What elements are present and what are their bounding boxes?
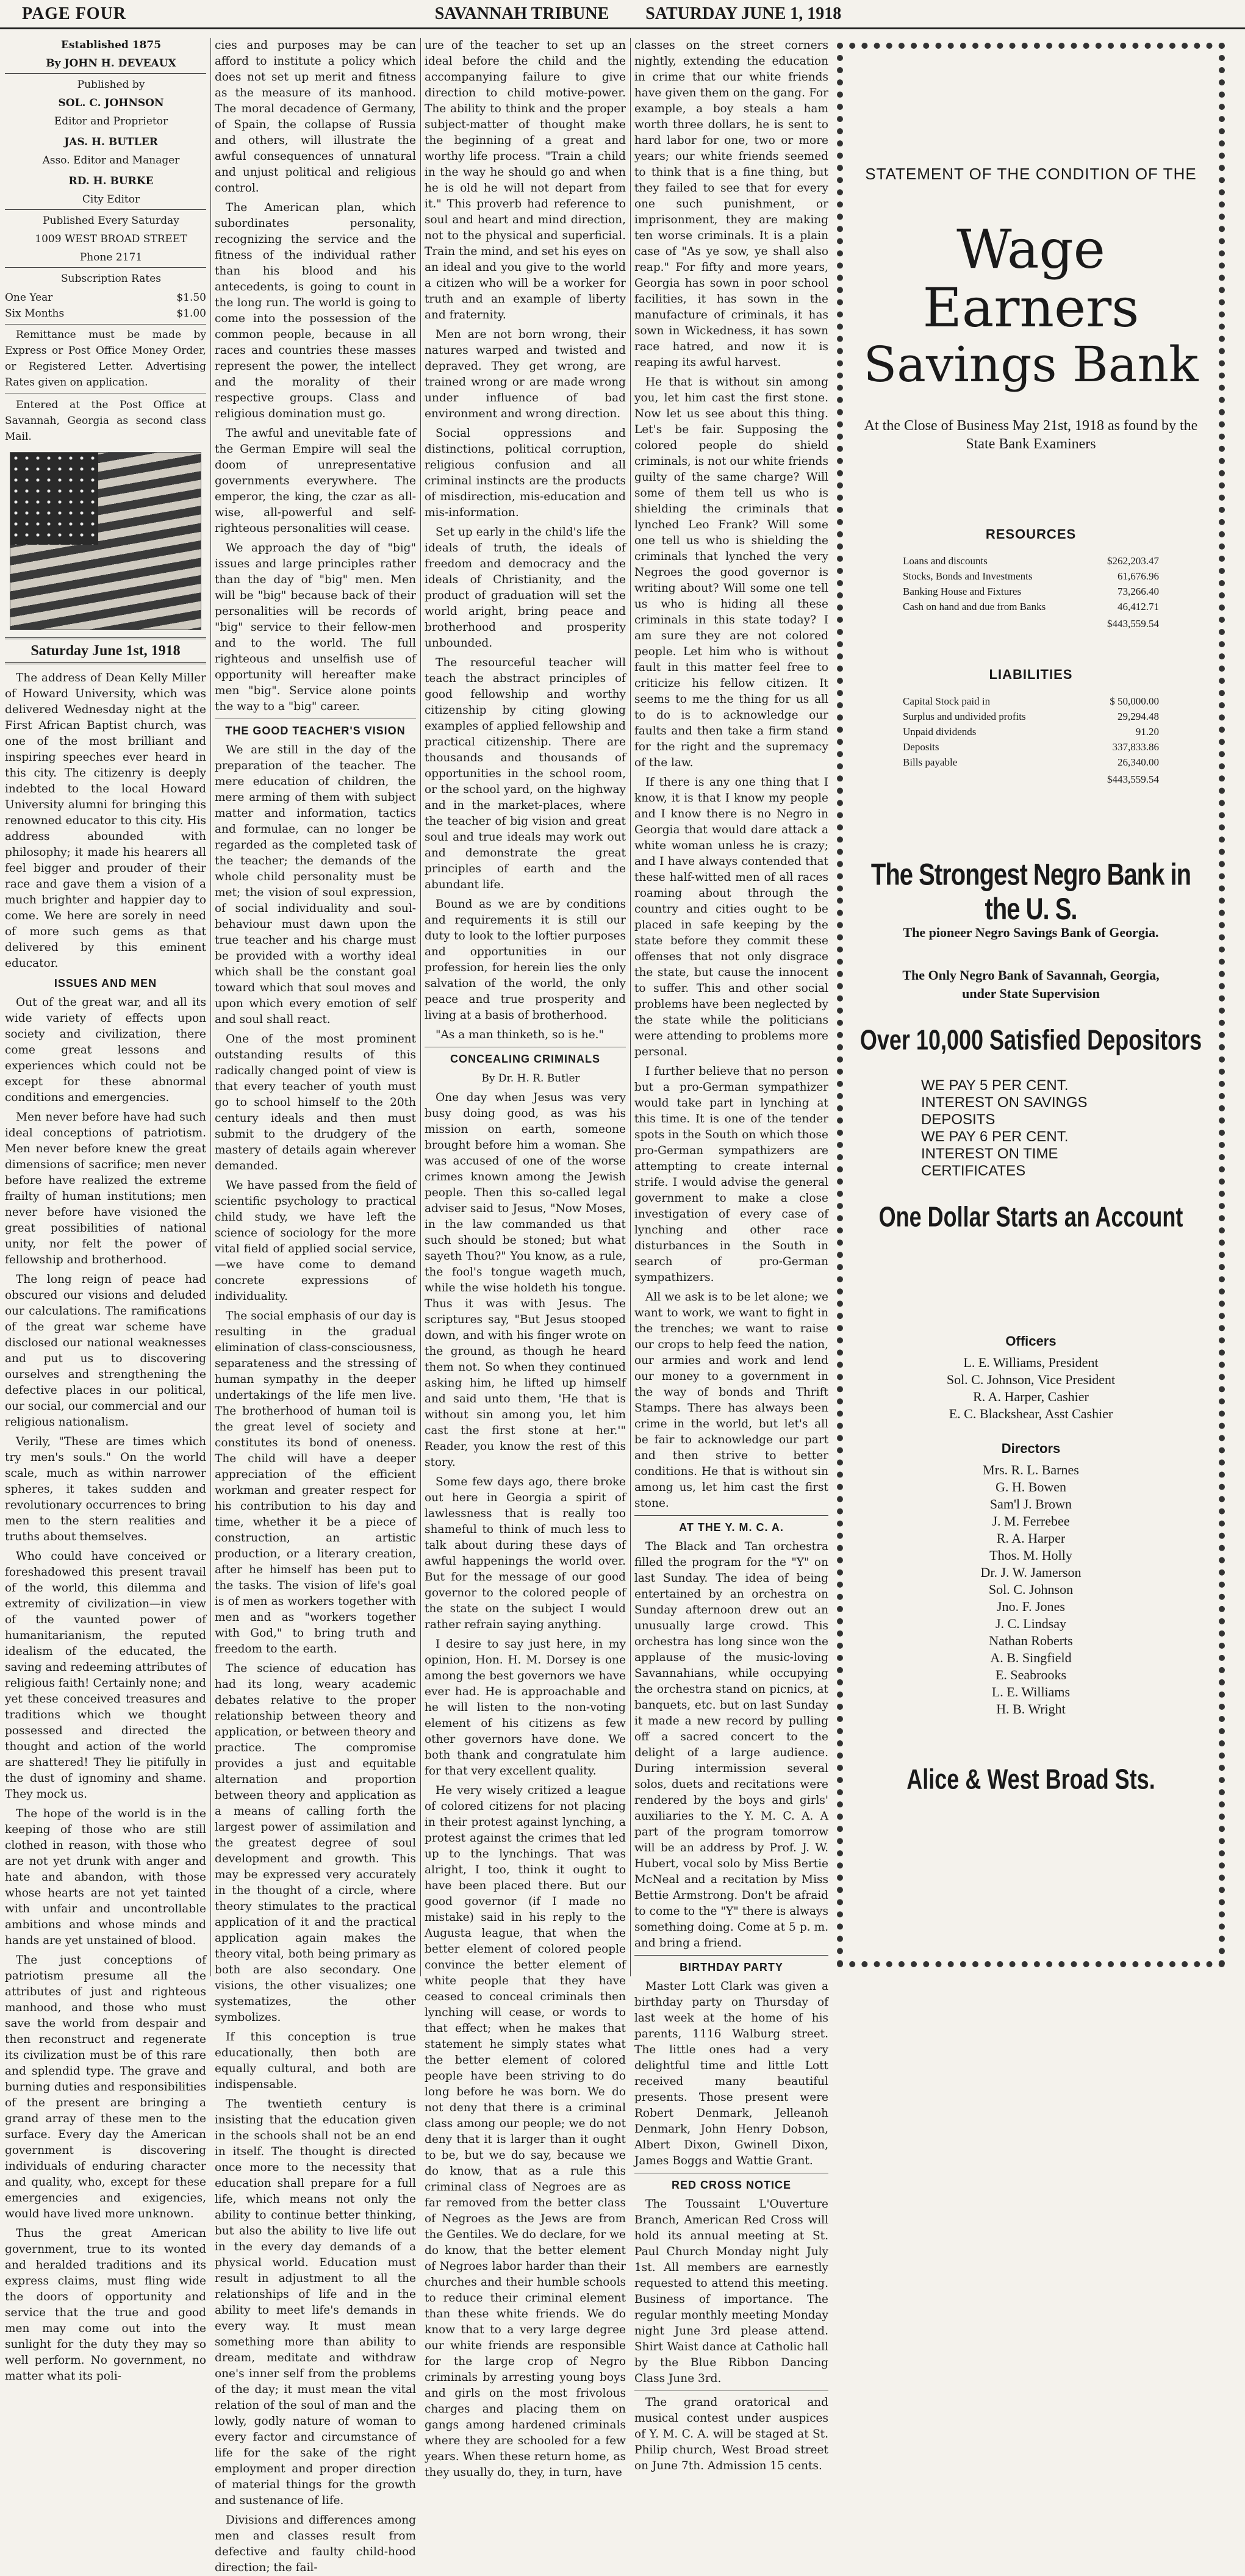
only-bank-line: The Only Negro Bank of Savannah, Georgia, under State Supervision [902, 967, 1160, 1001]
table-row: Banking House and Fixtures 73,266.40 [903, 586, 1159, 597]
liabilities-total: $443,559.54 [1107, 773, 1159, 785]
table-row: Loans and discounts $262,203.47 [903, 555, 1159, 567]
list-item: G. H. Bowen [995, 1479, 1067, 1494]
publisher-label: Published by [77, 79, 145, 91]
list-item: H. B. Wright [996, 1701, 1066, 1717]
list-item: Mrs. R. L. Barnes [983, 1462, 1079, 1477]
paragraph: Men are not born wrong, their natures warped and twisted and depraved. They get wrong, are trained wrong or are made wrong under influence of bad environment and wrong direction. [425, 328, 626, 420]
bank-name-line2: Savings Bank [863, 336, 1199, 393]
paragraph: cies and purposes may be can afford to institute a policy which does not set up merit and fitness as the measure of its manhood. The moral decadence of Germany, of Spain, the collapse of Russia and others, will illustrate the awful consequences of unnatural and unjust political and religious control. [215, 39, 416, 195]
paragraph: Set up early in the child's life the ideals of truth, the ideals of freedom and democracy and the ideals of Christianity, and the product of graduation will set the world aright, bring peace and brotherhood and prosperity unbounded. [425, 526, 626, 650]
strongest-bank-slogan: The Strongest Negro Bank in the U. S. [870, 858, 1191, 926]
paragraph: The social emphasis of our day is resulting in the gradual elimination of class-consciousness, separateness and the stressing of human sympathy in the deeper undertakings of the life men live. The brotherhood of human toil is the great level of society and constitutes its bond of oneness. The child will have a deeper appreciation of the efficient workman and greater respect for his contribution to his day and time, whether it be a piece of construction, an artistic production, or a literary creation, after he himself has been put to the tasks. The vision of life's goal is of men as workers together with men and as "workers together with God," to bring truth and freedom to the earth. [215, 1310, 416, 1656]
paragraph: The address of Dean Kelly Miller of Howard University, which was delivered Wednesday night at the First African Baptist church, was one of the most brilliant and inspiring speeches ever heard in this city. The citizenry is deeply indebted to the local Howard University alumni for bringing this renowned educator to this city. His address abounded with philosophy; it made his hearers all feel bigger and prouder of their race and gave them a vision of a much brighter and happier day to come. We here are sorely in need of more such gems as that delivered by this eminent educator. [5, 672, 206, 970]
list-item: R. A. Harper [996, 1530, 1066, 1546]
publish-schedule: Published Every Saturday [43, 215, 179, 227]
paragraph: "As a man thinketh, so is he." [436, 1028, 605, 1041]
byline: By Dr. H. R. Butler [481, 1072, 580, 1085]
directors-heading: Directors [1001, 1441, 1061, 1456]
list-item: L. E. Williams [991, 1684, 1071, 1699]
remittance-note: Remittance must be made by Express or Post Office Money Order, or Registered Letter. Advertising Rates given on application. [5, 327, 206, 393]
subscription-title: Subscription Rates [61, 273, 161, 285]
paragraph: The twentieth century is insisting that the education given in the schools shall not be an end in itself. The thought is directed once more to the necessity that education shall prepare for a full life, which means not only the ability to continue better thinking, but also the ability to live life out in the every day demands of a physical world. Education must result in adjustment to all the relationships of life and in the ability to meet life's demands in every way. It must mean something more than ability to dream, meditate and withdraw one's inner self from the problems of the day; it must mean the vital relation of the soul of man and the lowly, godly nature of woman to every factor and circumstance of life for the sake of the right employment and proper direction of material things for the growth and sustenance of life. [215, 2098, 416, 2507]
table-row: Stocks, Bonds and Investments 61,676.96 [903, 570, 1159, 582]
street-address: 1009 WEST BROAD STREET [35, 233, 187, 245]
paragraph: One of the most prominent outstanding results of this radically changed point of view is that every teacher of youth must go to school himself to the 20th century ideals and then must submit to the drudgery of the mastery of details again wherever demanded. [215, 1033, 416, 1172]
list-item: R. A. Harper, Cashier [973, 1389, 1089, 1404]
column-2 [215, 38, 416, 2574]
paragraph: classes on the street corners nightly, extending the education in crime that our white friends have given them on the gang. For example, a boy steals a ham worth three dollars, he is sent to hard labor for one, two or more years; our white friends seemed to think that is a fine thing, but they failed to see that for every one such punishment, or imprisonment, they are making ten worse criminals. It is a plain case of "As ye sow, ye shall also reap." For fifty and more years, Georgia has sown in poor school facilities, it has sown in the manufacture of criminals, it has sown in Wickedness, it has sown race hatred, and now it is reaping its awful harvest. [634, 39, 828, 369]
paragraph: Some few days ago, there broke out here in Georgia a spirit of lawlessness that is really too shameful to think of much less to talk about during these days of awful happenings the world over. But for the message of our good governor to the colored people of the state on the subject I would rather refrain saying anything. [425, 1476, 626, 1631]
paragraph: The just conceptions of patriotism presume all the attributes of just and righteous manhood, and those who must save the world from despair and then reconstruct and regenerate its civilization must be of this rare and splendid type. The grave and burning duties and responsibilities of the present are bringing a grand array of these men to the surface. Every day the American government is discovering individuals of enduring character and quality, who, except for these emergencies and exigencies, would have lived more unknown. [5, 1954, 206, 2220]
assoc-editor-name: JAS. H. BUTLER [64, 136, 158, 148]
table-row: Bills payable 26,340.00 [903, 756, 1159, 768]
paragraph: We are still in the day of the preparation of the teacher. The mere education of children, the mere arming of them with subject matter and information, tactics and formulae, can no longer be regarded as the completed task of the teacher; the demands of the whole child personality must be met; the vision of soul expression, of social individuality and soul-behaviour must dawn upon the true teacher and his charge must be provided with a worthy ideal which shall be the constant goal toward which that soul moves and upon which every emotion of self and soul shall react. [215, 744, 416, 1026]
paragraph: The science of education has had its long, weary academic debates relative to the proper relationship between theory and application, or between theory and practice. The compromise provides a just and equitable alternation and proportion between theory and application as a means of calling forth the largest power of assimilation and the greatest degree of soul development and growth. This may be expressed very accurately in the thought of a circle, where theory stimulates to the practical application of it and the practical application again makes the theory vital, both being primary as both are also secondary. One visions, the other visualizes; one systematizes, the other symbolizes. [215, 1662, 416, 2024]
publisher-role: Editor and Proprietor [54, 115, 168, 127]
list-item: Jno. F. Jones [997, 1599, 1065, 1614]
publisher-name: SOL. C. JOHNSON [58, 97, 164, 109]
one-dollar-slogan: One Dollar Starts an Account [878, 1200, 1183, 1233]
bank-advertisement [837, 43, 1225, 1967]
list-item: J. C. Lindsay [995, 1616, 1067, 1631]
paragraph: The Black and Tan orchestra filled the program for the "Y" on last Sunday. The idea of being entertained by an orchestra on Sunday afternoon drew out an unusually large crowd. This orchestra has long since won the applause of the music-loving Savannahians, while occupying the orchestra stand on picnics, at banquets, etc. but on last Sunday it made a new record by pulling off a sacred concert to the delight of a large audience. During intermission several solos, duets and recitations were rendered by the boys and girls' auxiliaries to the Y. M. C. A. A part of the program tomorrow will be an address by Prof. J. W. Hubert, vocal solo by Miss Bertie McNeal and a recitation by Miss Bettie Armstrong. Don't be afraid to come to the "Y" there is always something doing. Come at 5 p. m. and bring a friend. [634, 1540, 828, 1950]
paragraph: Out of the great war, and all its wide variety of effects upon society and civilization, there come great lessons and experiences which could not be except for these abnormal conditions and emergencies. [5, 996, 206, 1104]
list-item: E. C. Blackshear, Asst Cashier [949, 1406, 1113, 1421]
table-row: Capital Stock paid in $ 50,000.00 [903, 695, 1159, 707]
paragraph: We approach the day of "big" issues and large principles rather than the day of "big" men. Men will be "big" because back of their personalities will be records of "big" service to their fellow-men and to the world. The full righteous and unselfish use of opportunity will hereafter make men "big". Service alone points the way to a "big" career. [215, 542, 416, 713]
pioneer-line: The pioneer Negro Savings Bank of Georgia. [903, 925, 1159, 940]
liabilities-heading: LIABILITIES [989, 667, 1073, 682]
list-item: Thos. M. Holly [989, 1548, 1072, 1563]
paragraph: Master Lott Clark was given a birthday party on Thursday of last week at the home of his parents, 1116 Walburg street. The little ones had a very delightful time and little Lott received many beautiful presents. Those present were Robert Denmark, Jelleanoh Denmark, John Henry Dobson, Albert Dixon, Gwinell Dixon, James Boggs and Wattie Grant. [634, 1980, 828, 2167]
column-1 [5, 38, 206, 2383]
paragraph: One day when Jesus was very busy doing good, as was his mission on earth, someone brought before him a woman. She was accused of one of the worse crimes known among the Jewish people. Then this so-called legal adviser said to Jesus, "Now Moses, in the law commanded us that such should be stoned; but what sayeth Thou?" You know, as a rule, the fool's tongue wageth much, while the wise holdeth his tongue. Thus it was with Jesus. The scriptures say, "But Jesus stooped down, and with his finger wrote on the ground, as though he heard them not. So when they continued asking him, he lifted up himself and said unto them, 'He that is without sin among you, let him cast the first stone at her.'" Reader, you know the rest of this story. [425, 1091, 626, 1469]
paragraph: Bound as we are by conditions and requirements it is still our duty to look to the loftier purposes and opportunities in our profession, for herein lies the only salvation of the world, the only peace and true prosperity and living at a basis of brotherhood. [425, 898, 626, 1022]
rate-row: Six Months $1.00 [5, 306, 206, 325]
list-item: A. B. Singfield [990, 1650, 1072, 1665]
column-4 [634, 38, 828, 2472]
list-item: Sol. C. Johnson [988, 1582, 1074, 1597]
founder: By JOHN H. DEVEAUX [5, 56, 206, 74]
flag-stars [10, 453, 98, 545]
paragraph: The awful and unevitable fate of the German Empire will seal the doom of unrepresentative governments everywhere. The emperor, the king, the czar as all-wise, all-powerful and self-righteous personalities will cease. [215, 427, 416, 535]
paragraph: I further believe that no person but a pro-German sympathizer would take part in lynching at this time. It is one of the tender spots in the South on which those pro-German sympathizers are attempting to create internal strife. I would advise the general government to make a close investigation of every case of lynching and other race disturbances in the South in search of pro-German sympathizers. [634, 1065, 828, 1284]
paragraph: If this conception is true educationally, then both are equally cultural, and both are indispensable. [215, 2031, 416, 2091]
phone-number: Phone 2171 [5, 250, 206, 268]
paragraph: If there is any one thing that I know, it is that I know my people and I know there is no Negro in Georgia that would dare attack a white woman unless he is crazy; and I have always contended that these half-witted men of all races roaming about through the country and cities ought to be placed in safe keeping by the state before they commit these offenses that not only disgrace the state, but cause the innocent to suffer. This and other social problems have been neglected by the state while the politicians were attending to problems more personal. [634, 776, 828, 1058]
established: Established 1875 [60, 39, 162, 51]
list-item: Sol. C. Johnson, Vice President [946, 1372, 1116, 1387]
paragraph: The grand oratorical and musical contest under auspices of Y. M. C. A. will be staged at St. Philip church, West Broad street on June 7th. Admission 15 cents. [634, 2391, 828, 2474]
resources-heading: RESOURCES [985, 526, 1077, 542]
masthead [0, 0, 1245, 29]
paragraph: ure of the teacher to set up an ideal before the child and the accompanying failure to give direction to child motive-power. The ability to think and the proper subject-matter of thought make the beginning of a great and worthy life process. "Train a child in the way he should go and when he is old he will not depart from it." This proverb had reference to soul and heart and mind direction, not to the physical and superficial. Train the mind, and set his eyes on an ideal and you give to the world a citizen who will be a worker for truth and an example of liberty and fraternity. [425, 39, 626, 321]
entry-notice: Entered at the Post Office at Savannah, Georgia as second class Mail. [5, 399, 206, 443]
depositors-slogan: Over 10,000 Satisfied Depositors [859, 1023, 1202, 1056]
officers-heading: Officers [1005, 1333, 1057, 1349]
city-editor-name: RD. H. BURKE [68, 175, 154, 187]
paragraph: Who could have conceived or foreshadowed this present travail of the world, this dilemma and extremity of civilization—in view of the vaunted power of humanitarianism, the reputed idealism of the educated, the saving and redeeming attributes of religious faith! Certainly none; and yet these conceived treasures and traditions which we thought possessed and directed the thought and action of the world are shattered! They lie pitifully in the dust of ignominy and shame. They mock us. [5, 1550, 206, 1801]
headline-issues-and-men: ISSUES AND MEN [54, 977, 157, 989]
headline-birthday-party: BIRTHDAY PARTY [634, 1955, 828, 1975]
rate-row: One Year $1.50 [5, 292, 206, 304]
paragraph: Social oppressions and distinctions, political corruption, religious confusion and all criminal instincts are the products of misdirection, mis-education and mis-information. [425, 427, 626, 519]
headline-ymca: AT THE Y. M. C. A. [634, 1515, 828, 1535]
interest-savings: WE PAY 5 PER CENT. INTEREST ON SAVINGS DEPOSITS [921, 1077, 1088, 1128]
paragraph: The long reign of peace had obscured our visions and deluded our calculations. The ramifications of the great war scheme have disclosed our national weaknesses and put us to discovering ourselves and strengthening the defective places in our political, our social, our commercial and our religious nationalism. [5, 1273, 206, 1429]
list-item: Dr. J. W. Jamerson [980, 1565, 1082, 1580]
officers-list [855, 1354, 1207, 1423]
column-rule [630, 38, 631, 1976]
paragraph: We have passed from the field of scientific psychology to practical child study, we have left the science of sociology for the more vital field of applied social service,—we have come to demand concrete expressions of individuality. [215, 1179, 416, 1303]
paragraph: The hope of the world is in the keeping of those who are still clothed in reason, with those who are not yet drunk with anger and hate and abandon, with those whose hearts are not yet tainted with unfair and uncontrollable ambitions and whose minds and hands are yet unstained of blood. [5, 1807, 206, 1947]
bank-address: Alice & West Broad Sts. [906, 1762, 1155, 1795]
directors-list [855, 1462, 1207, 1718]
table-row: Unpaid dividends 91.20 [903, 726, 1159, 737]
table-row: Cash on hand and due from Banks 46,412.71 [903, 601, 1159, 612]
close-of-business: At the Close of Business May 21st, 1918 as found by the State Bank Examiners [864, 418, 1198, 452]
column-rule [420, 38, 421, 1976]
city-editor-role: City Editor [5, 192, 206, 210]
paragraph: Verily, "These are times which try men's souls." On the world scale, much as within narrower spheres, it takes sudden and revolutionary occurrences to bring men to the stern realities and truths about themselves. [5, 1435, 206, 1543]
editorial-dateline: Saturday June 1st, 1918 [5, 637, 206, 664]
paragraph: He that is without sin among you, let him cast the first stone. Now let us see about this thing. Let's be fair. Supposing the colored people do shield criminals, is not our white friends guilty of the same charge? Will some of them tell us who is shielding the criminals that lynched Leo Frank? Will some one tell us who is shielding the criminals that lynched the very Negroes the good governor is writing about? Will some one tell us who is hiding all these criminals in this state today? I am sure they are not colored people. Let him who is without fault in this matter feel free to criticize his fellow citizen. It seems to me the thing for us all to do is to acknowledge our faults and then take a firm stand for the right and the supremacy of the law. [634, 376, 828, 769]
list-item: Nathan Roberts [989, 1633, 1073, 1648]
paragraph: Thus the great American government, true to its wonted and heralded traditions and its express claims, must fling wide the doors of opportunity and service that the true and good men may come out into the sunlight for the duty they may so well perform. No government, no matter what its poli- [5, 2227, 206, 2383]
list-item: E. Seabrooks [995, 1667, 1067, 1682]
list-item: J. M. Ferrebee [992, 1513, 1070, 1529]
paragraph: The Toussaint L'Ouverture Branch, American Red Cross will hold its annual meeting at St. Paul Church Monday night July 1st. All members are earnestly requested to attend this meeting. Business of importance. The regular monthly meeting Monday night June 3rd please attend. Shirt Waist dance at Catholic hall by the Blue Ribbon Dancing Class June 3rd. [634, 2198, 828, 2385]
paragraph: All we ask is to be let alone; we want to work, we want to fight in the trenches; we want to raise our crops to help feed the nation, our armies and work and lend our money to a government in the way of bonds and Thrift Stamps. There has always been crime in the world, but let's all be fair to acknowledge our part and then strive to better conditions. He that is without sin among us, let him cast the first stone. [634, 1291, 828, 1510]
list-item: Sam'l J. Brown [989, 1496, 1072, 1512]
bank-name-line1: Wage Earners [922, 218, 1139, 339]
resources-table [903, 553, 1159, 614]
paper-name: SAVANNAH TRIBUNE [434, 4, 609, 23]
paragraph: Divisions and differences among men and classes result from defective and faulty child-hood direction; the fail- [215, 2514, 416, 2574]
paragraph: The American plan, which subordinates personality, recognizing the service and the fitness of the individual rather than his blood and his antecedents, is going to count in the long run. The world is going to come into the possession of the common people, because in all races and countries these masses represent the power, the intellect and the morality of their respective groups. Class and religious domination must go. [215, 201, 416, 420]
flag-illustration [10, 452, 201, 630]
liabilities-table [903, 694, 1159, 770]
page-number: PAGE FOUR [22, 4, 127, 23]
column-rule [210, 38, 211, 1976]
issue-date: SATURDAY JUNE 1, 1918 [645, 4, 842, 23]
resources-total: $443,559.54 [1107, 618, 1159, 630]
paragraph: The resourceful teacher will teach the abstract principles of good fellowship and worthy citizenship by citing glowing examples of applied fellowship and practical citizenship. There are thousands and thousands of opportunities in the school room, or the school yard, on the highway and in the market-places, where the teacher of big vision and great soul and true ideals may work out and demonstrate the great principles of earth and the abundant life. [425, 656, 626, 891]
headline-good-teachers-vision: THE GOOD TEACHER'S VISION [215, 719, 416, 739]
assoc-editor-role: Asso. Editor and Manager [42, 154, 180, 167]
column-3 [425, 38, 626, 2479]
paragraph: I desire to say just here, in my opinion, Hon. H. M. Dorsey is one among the best governors we have ever had. He is approachable and he will listen to the non-voting element of his citizens as few other governors have done. We both thank and congratulate him for that very excellent quality. [425, 1638, 626, 1778]
interest-time: WE PAY 6 PER CENT. INTEREST ON TIME CERTIFICATES [921, 1128, 1069, 1179]
statement-heading: STATEMENT OF THE CONDITION OF THE [865, 165, 1197, 183]
table-row: Surplus and undivided profits 29,294.48 [903, 711, 1159, 722]
paragraph: Men never before have had such ideal conceptions of patriotism. Men never before knew the great dimensions of sacrifice; men never before have realized the extreme frailty of human institutions; men never before have visioned the great possibilities of national unity, nor felt the power of fellowship and brotherhood. [5, 1111, 206, 1266]
paragraph: He very wisely critized a league of colored citizens for not placing in their protest against lynching, a protest against the crimes that led up to the lynchings. That was alright, I too, think it ought to have been placed there. But our good governor (if I made no mistake) said in his reply to the Augusta league, that when the better element of colored people convince the better element of white people that they have ceased to conceal criminals then lynching will cease, or words to that effect; when he makes that statement he simply states what the better element of colored people have been striving to do long before he was born. We do not deny that there is a criminal class among our people; we do not deny that it is larger than it ought to be, but we do say, because we do know, that as a rule this criminal class of Negroes are as far removed from the better class of Negroes as the Jews are from the Gentiles. We do declare, for we do know, that the better element of Negroes labor harder than their churches and their humble schools to reduce their criminal element than these white friends. We do know that to a very large degree our white friends are responsible for the large crop of Negro criminals by arresting young boys and girls on the most frivolous charges and placing them on gangs among hardened criminals where they are schooled for a few years. When these return home, as they usually do, they, in turn, have [425, 1784, 626, 2479]
list-item: L. E. Williams, President [963, 1355, 1099, 1370]
headline-concealing-criminals: CONCEALING CRIMINALS [425, 1047, 626, 1067]
table-row: Deposits 337,833.86 [903, 741, 1159, 753]
headline-red-cross-notice: RED CROSS NOTICE [634, 2173, 828, 2193]
